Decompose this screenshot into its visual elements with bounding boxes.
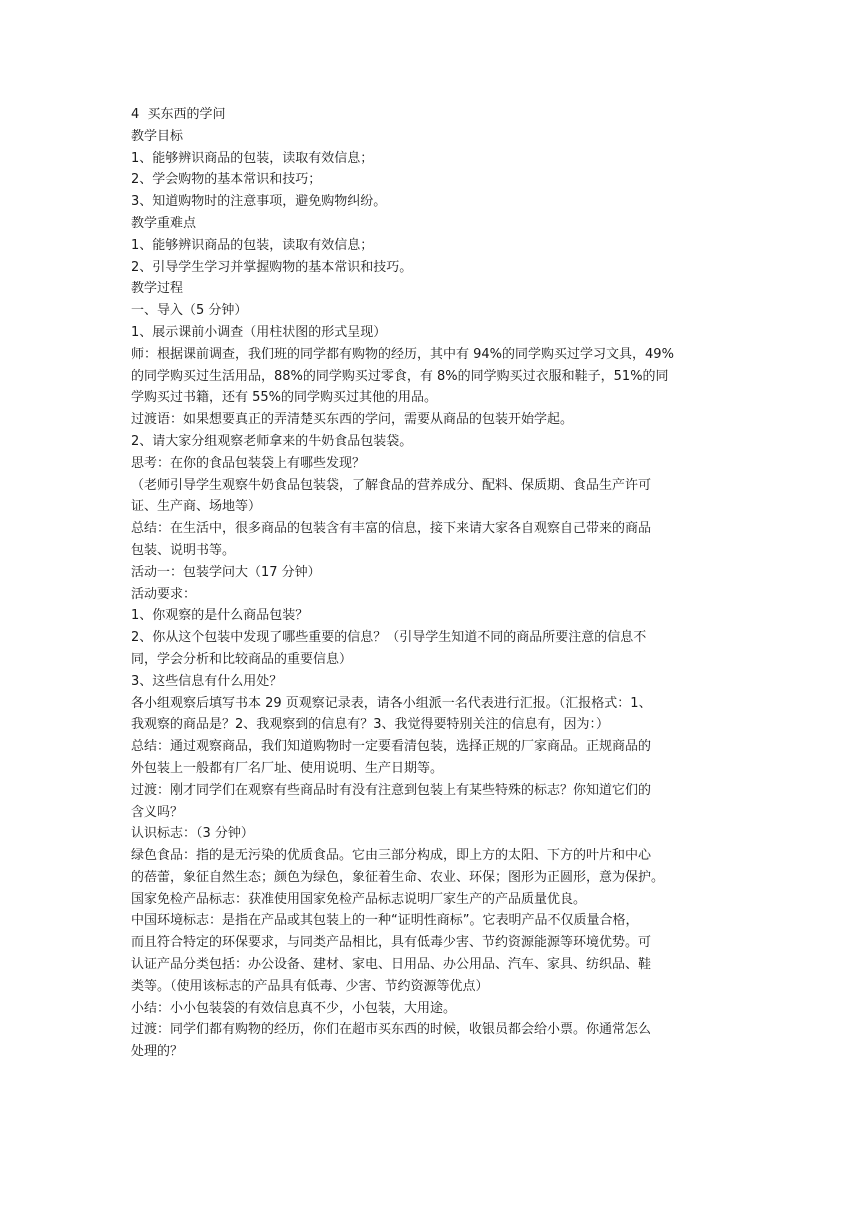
subsection-heading-intro: 一、导入（5 分钟） xyxy=(131,303,248,319)
paragraph-line: 包装、说明书等。 xyxy=(131,542,236,558)
paragraph-line: 认识标志：（3 分钟） xyxy=(131,826,254,842)
paragraph-line: 1、你观察的是什么商品包装？ xyxy=(131,608,309,624)
paragraph-line: 学购买过书籍，还有 55%的同学购买过其他的用品。 xyxy=(131,390,438,406)
paragraph-line: 1、展示课前小调查（用柱状图的形式呈现） xyxy=(131,324,387,340)
paragraph-line: 处理的？ xyxy=(131,1044,184,1060)
paragraph-line: 认证产品分类包括：办公设备、建材、家电、日用品、办公用品、汽车、家具、纺织品、鞋 xyxy=(131,957,652,973)
objective-item: 1、能够辨识商品的包装，读取有效信息； xyxy=(131,150,374,166)
objective-item: 2、学会购物的基本常识和技巧； xyxy=(131,172,322,188)
paragraph-line: 的蓓蕾，象征自然生态；颜色为绿色，象征着生命、农业、环保；图形为正圆形，意为保护。 xyxy=(131,869,665,885)
document-body xyxy=(131,104,735,1063)
paragraph-line: 国家免检产品标志：获准使用国家免检产品标志说明厂家生产的产品质量优良。 xyxy=(131,891,587,907)
paragraph-line: 2、请大家分组观察老师拿来的牛奶食品包装袋。 xyxy=(131,433,413,449)
paragraph-line: 过渡语：如果想要真正的弄清楚买东西的学问，需要从商品的包装开始学起。 xyxy=(131,412,574,428)
paragraph-line: 师：根据课前调查，我们班的同学都有购物的经历，其中有 94%的同学购买过学习文具，49% xyxy=(131,346,674,362)
section-heading-objectives: 教学目标 xyxy=(131,128,184,144)
paragraph-line: 2、你从这个包装中发现了哪些重要的信息？（引导学生知道不同的商品所要注意的信息不 xyxy=(131,630,647,646)
paragraph-line: 各小组观察后填写书本 29 页观察记录表，请各小组派一名代表进行汇报。（汇报格式：1、 xyxy=(131,695,652,711)
paragraph-line: 我观察的商品是？2、我观察到的信息有？3、我觉得要特别关注的信息有，因为：） xyxy=(131,717,610,733)
paragraph-line: 绿色食品：指的是无污染的优质食品。它由三部分构成，即上方的太阳、下方的叶片和中心 xyxy=(131,848,652,864)
paragraph-line: 证、生产商、场地等） xyxy=(131,499,262,515)
paragraph-line: 同，学会分析和比较商品的重要信息） xyxy=(131,651,353,667)
paragraph-line: 中国环境标志：是指在产品或其包装上的一种“证明性商标”。它表明产品不仅质量合格， xyxy=(131,913,639,929)
lesson-title: 4 买东西的学问 xyxy=(131,107,226,122)
paragraph-line: 3、这些信息有什么用处？ xyxy=(131,673,283,689)
paragraph-line: 类等。（使用该标志的产品具有低毒、少害、节约资源等优点） xyxy=(131,978,489,994)
paragraph-line: 含义吗？ xyxy=(131,804,184,820)
paragraph-line: 总结：在生活中，很多商品的包装含有丰富的信息，接下来请大家各自观察自己带来的商品 xyxy=(131,521,652,537)
activity-heading: 活动一：包装学问大（17 分钟） xyxy=(131,564,321,580)
objective-item: 3、知道购物时的注意事项，避免购物纠纷。 xyxy=(131,194,387,210)
key-point-item: 2、引导学生学习并掌握购物的基本常识和技巧。 xyxy=(131,259,413,275)
paragraph-line: （老师引导学生观察牛奶食品包装袋，了解食品的营养成分、配料、保质期、食品生产许可 xyxy=(131,477,652,493)
paragraph-line: 而且符合特定的环保要求，与同类产品相比，具有低毒少害、节约资源能源等环境优势。可 xyxy=(131,935,652,951)
paragraph-line: 小结：小小包装袋的有效信息真不少，小包装，大用途。 xyxy=(131,1000,457,1016)
section-heading-process: 教学过程 xyxy=(131,281,184,297)
key-point-item: 1、能够辨识商品的包装，读取有效信息； xyxy=(131,237,374,253)
paragraph-line: 总结：通过观察商品，我们知道购物时一定要看清包装，选择正规的厂家商品。正规商品的 xyxy=(131,739,652,755)
paragraph-line: 思考：在你的食品包装袋上有哪些发现？ xyxy=(131,455,366,471)
paragraph-line: 过渡：同学们都有购物的经历，你们在超市买东西的时候，收银员都会给小票。你通常怎么 xyxy=(131,1022,652,1038)
section-heading-key-points: 教学重难点 xyxy=(131,215,197,231)
paragraph-line: 外包装上一般都有厂名厂址、使用说明、生产日期等。 xyxy=(131,760,444,776)
paragraph-line: 的同学购买过生活用品，88%的同学购买过零食，有 8%的同学购买过衣服和鞋子，51%的同 xyxy=(131,368,669,384)
paragraph-line: 过渡：刚才同学们在观察有些商品时有没有注意到包装上有某些特殊的标志？你知道它们的 xyxy=(131,782,652,798)
paragraph-line: 活动要求： xyxy=(131,586,197,602)
